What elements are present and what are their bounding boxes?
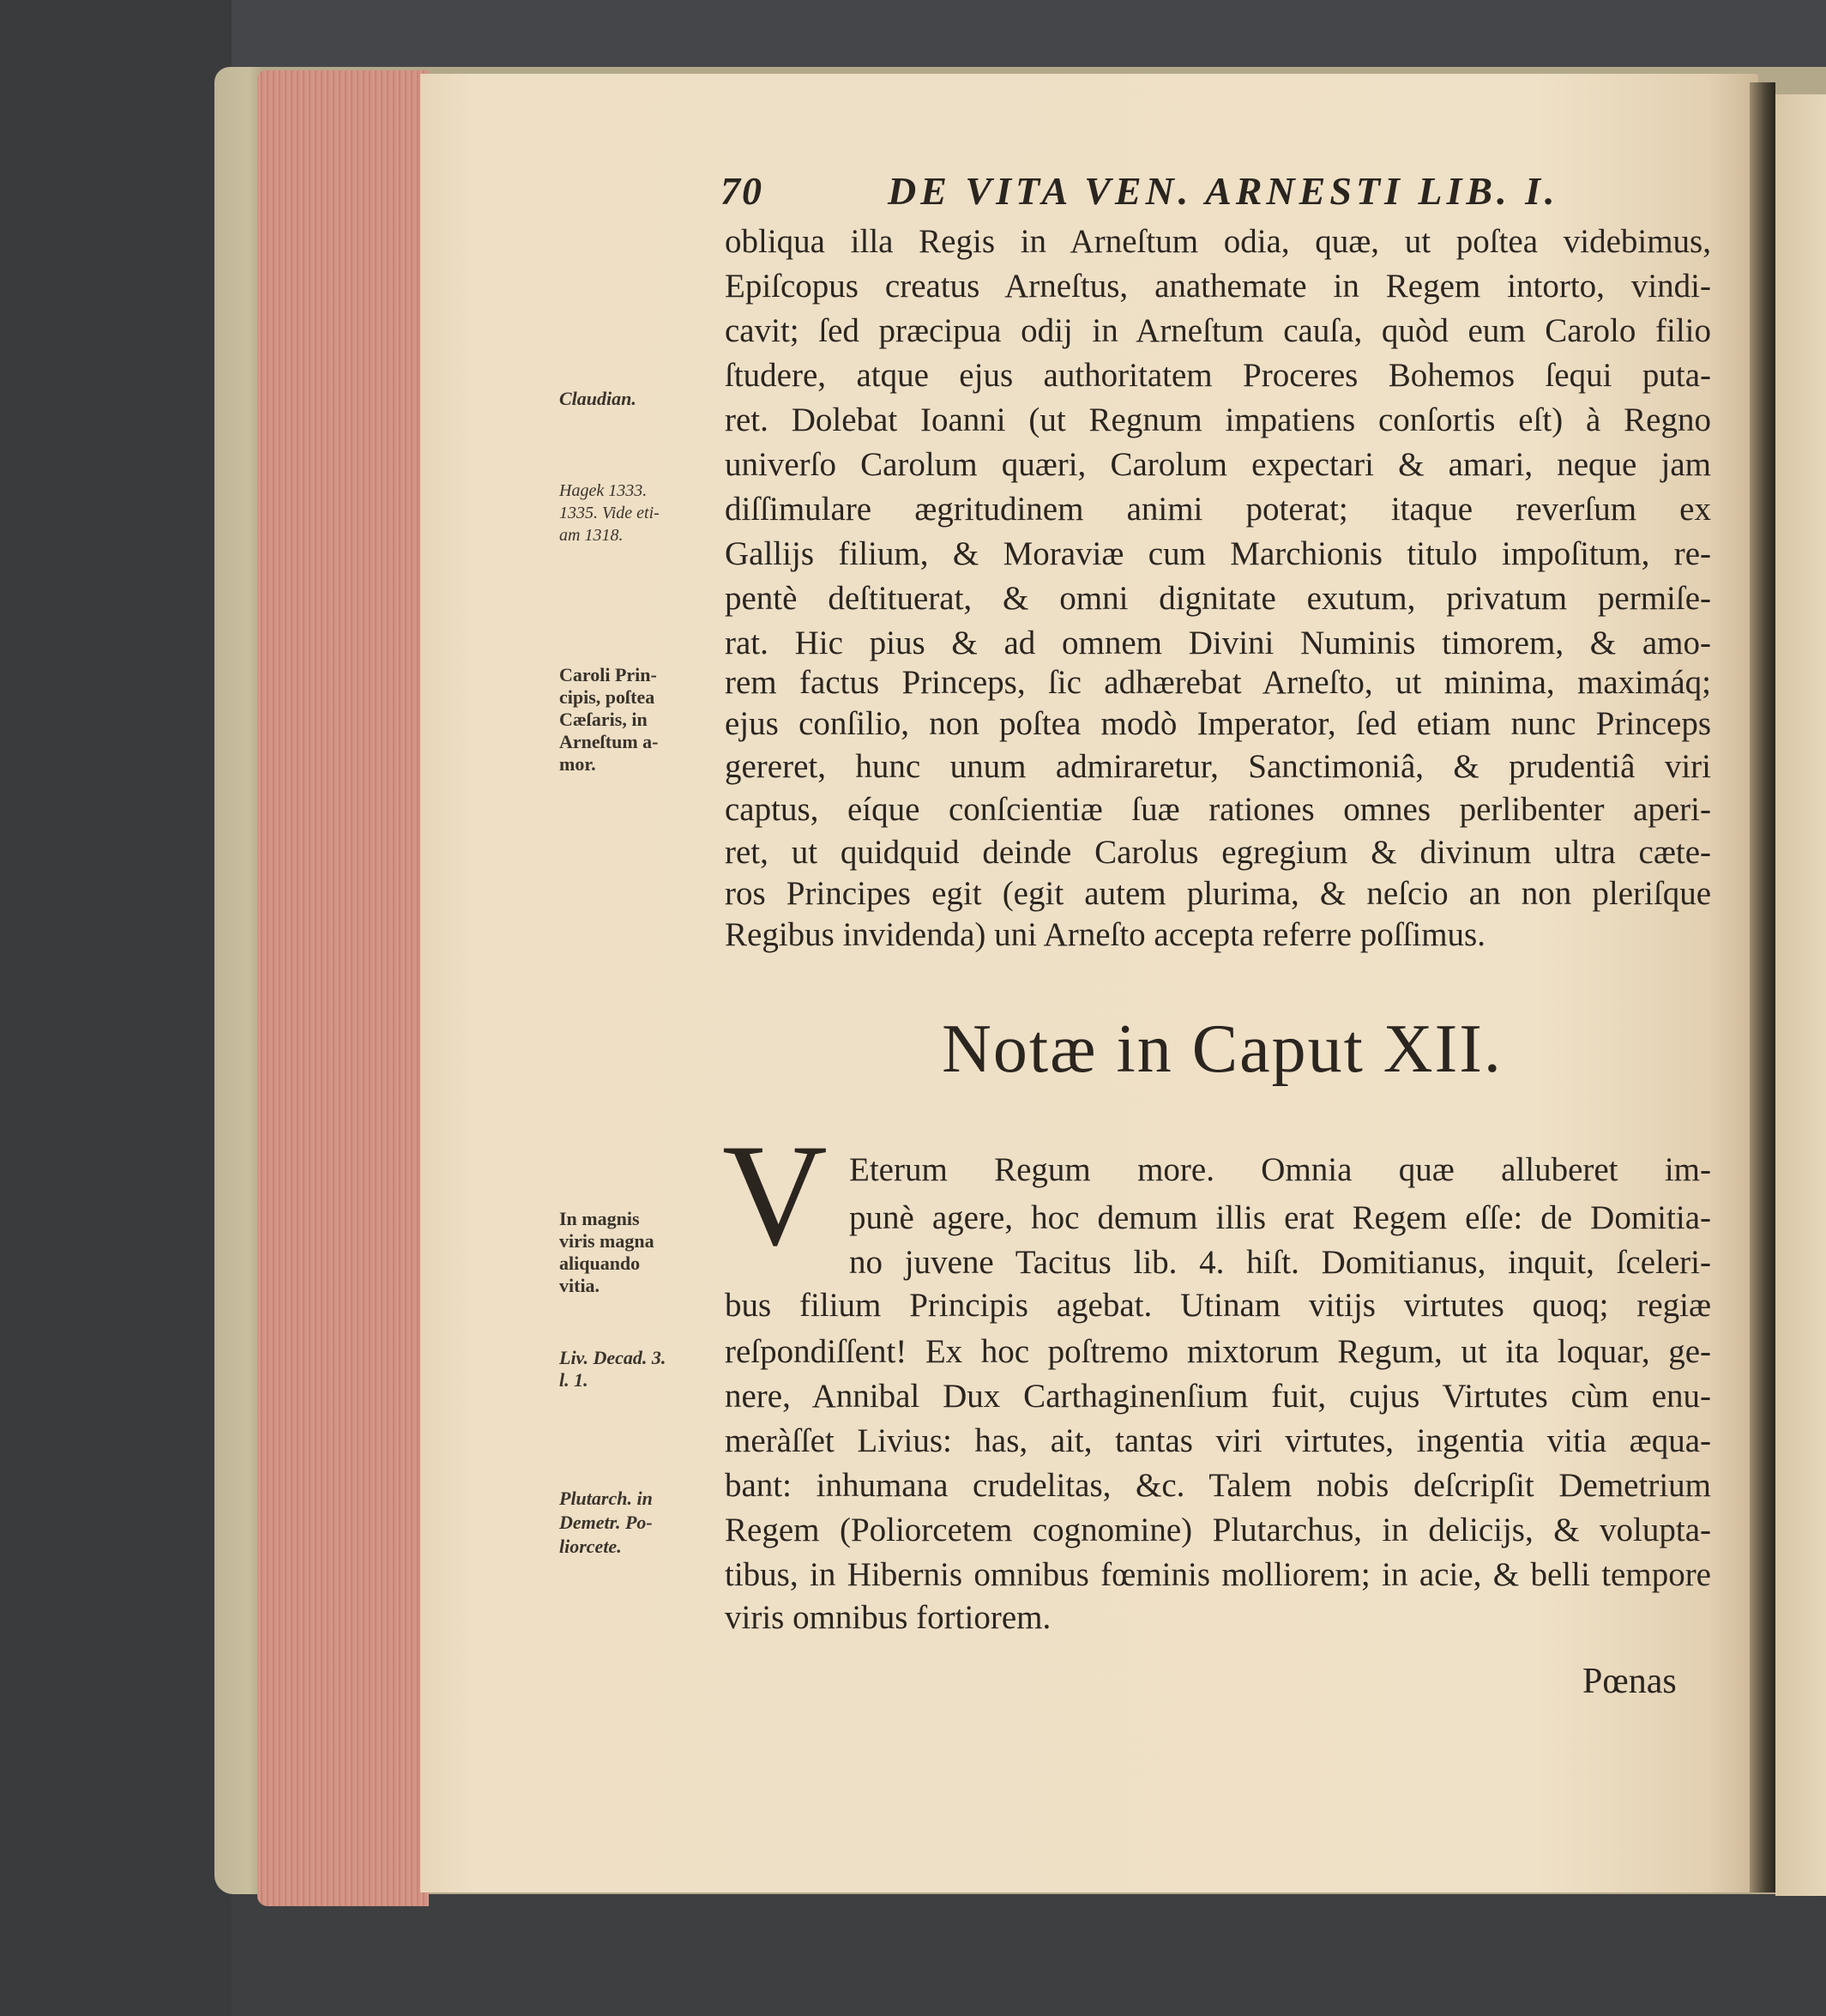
text-line: univerſo Carolum quæri, Carolum expectari & amari, neque jam <box>725 446 1711 483</box>
notes-line: tibus, in Hibernis omnibus fœminis molliorem; in acie, & belli tempore <box>725 1556 1711 1593</box>
text-line: ejus conſilio, non poſtea modò Imperator, ſed etiam nunc Princeps <box>725 705 1711 742</box>
running-head <box>720 168 1724 220</box>
text-line: obliqua illa Regis in Arneſtum odia, quæ, ut poſtea videbimus, <box>725 223 1711 260</box>
text-line: ſtudere, atque ejus authoritatem Proceres Bohemos ſequi puta- <box>725 357 1711 394</box>
text-line: diſſimulare ægritudinem animi poterat; itaque reverſum ex <box>725 491 1711 528</box>
margin-note-line: Demetr. Po- <box>559 1512 653 1533</box>
margin-note-line: vitia. <box>559 1275 600 1296</box>
text-line: cavit; ſed præcipua odij in Arneſtum cauſa, quòd eum Carolo filio <box>725 312 1711 349</box>
margin-note-line: Plutarch. in <box>559 1488 653 1509</box>
margin-note-line: liorcete. <box>559 1536 622 1557</box>
margin-note-line: Cæſaris, in <box>559 709 648 730</box>
text-line: Gallijs filium, & Moraviæ cum Marchionis titulo impoſitum, re- <box>725 535 1711 572</box>
notes-first-line: Eterum Regum more. Omnia quæ alluberet im- <box>849 1151 1711 1188</box>
chapter-notes-heading: Notæ in Caput XII. <box>942 1011 1503 1087</box>
text-line: gereret, hunc unum admiraretur, Sanctimoniâ, & prudentiâ viri <box>725 748 1711 785</box>
text-line: ret, ut quidquid deinde Carolus egregium & divinum ultra cæte- <box>725 834 1711 871</box>
margin-note-line: l. 1. <box>559 1369 588 1391</box>
margin-note-line: Hagek 1333. <box>559 481 648 500</box>
catchword: Pœnas <box>1582 1662 1677 1701</box>
notes-line: bus filium Principis agebat. Utinam vitijs virtutes quoq; regiæ <box>725 1287 1711 1324</box>
notes-line: no juvene Tacitus lib. 4. hiſt. Domitianus, inquit, ſceleri- <box>849 1244 1711 1281</box>
text-line: pentè deſtituerat, & omni dignitate exutum, privatum permiſe- <box>725 580 1711 617</box>
margin-note-line: mor. <box>559 753 596 775</box>
text-line: ros Principes egit (egit autem plurima, & neſcio an non pleriſque <box>725 875 1711 912</box>
text-line: captus, eíque conſcientiæ ſuæ rationes omnes perlibenter aperi- <box>725 791 1711 828</box>
margin-note-line: Caroli Prin- <box>559 664 657 685</box>
margin-note-line: 1335. Vide eti- <box>559 504 660 522</box>
notes-line: nere, Annibal Dux Carthaginenſium fuit, cujus Virtutes cùm enu- <box>725 1378 1711 1415</box>
text-line: Regibus invidenda) uni Arneſto accepta referre poſſimus. <box>725 916 1486 953</box>
notes-line: viris omnibus fortiorem. <box>725 1599 1052 1636</box>
text-line: Epiſcopus creatus Arneſtus, anathemate in Regem intorto, vindi- <box>725 268 1711 305</box>
notes-line: Regem (Poliorcetem cognomine) Plutarchus, in delicijs, & volupta- <box>725 1512 1711 1548</box>
margin-note-line: aliquando <box>559 1252 641 1274</box>
drop-cap: V <box>722 1114 828 1276</box>
margin-note-line: In magnis <box>559 1208 640 1229</box>
margin-note-line: Arneſtum a- <box>559 731 659 752</box>
running-title: DE VITA VEN. ARNESTI LIB. I. <box>888 169 1559 213</box>
notes-line: meràſſet Livius: has, ait, tantas viri virtutes, ingentia vitia æqua- <box>725 1422 1711 1459</box>
text-line: ret. Dolebat Ioanni (ut Regnum impatiens conſortis eſt) à Regno <box>725 401 1711 438</box>
notes-line: bant: inhumana crudelitas, &c. Talem nobis deſcripſit Demetrium <box>725 1467 1711 1504</box>
margin-note-claudian: Claudian. <box>559 388 636 409</box>
margin-note-line: Liv. Decad. 3. <box>559 1347 666 1368</box>
margin-note-line: am 1318. <box>559 526 624 545</box>
page-number: 70 <box>720 169 763 213</box>
margin-note-line: viris magna <box>559 1230 654 1252</box>
margin-note-line: cipis, poſtea <box>559 686 655 708</box>
text-line: rat. Hic pius & ad omnem Divini Numinis timorem, & amo- <box>725 625 1711 661</box>
notes-line: punè agere, hoc demum illis erat Regem eſſe: de Domitia- <box>849 1199 1711 1236</box>
text-line: rem factus Princeps, ſic adhærebat Arneſto, ut minima, maximáq; <box>725 664 1711 701</box>
notes-line: reſpondiſſent! Ex hoc poſtremo mixtorum Regum, ut ita loquar, ge- <box>725 1333 1711 1370</box>
